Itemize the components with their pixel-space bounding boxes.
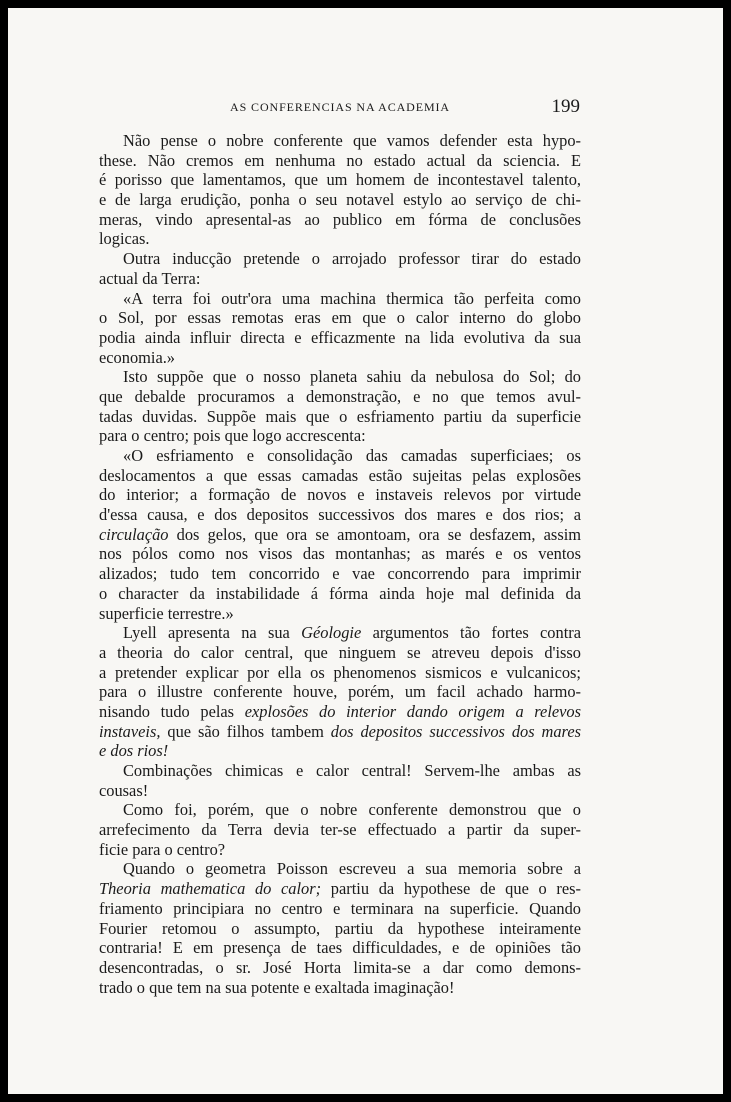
- page-number: 199: [551, 96, 580, 117]
- text-line: a theoria do calor central, que ninguem se atreveu depois d'isso: [99, 642, 581, 662]
- text-line: desencontradas, o sr. José Horta limita-se a dar como demons-: [99, 957, 581, 977]
- quote-line: «O esfriamento e consolidação das camadas superficiaes; os: [123, 446, 581, 465]
- quote-line: o character da instabilidade á fórma ainda hoje mal definida da: [99, 583, 581, 603]
- text-line: ficie para o centro?: [99, 839, 226, 859]
- quote-line: o Sol, por essas remotas eras em que o calor interno do globo: [99, 308, 581, 328]
- text-line: e dos rios!: [99, 741, 169, 761]
- text-line: instaveis, que são filhos tambem dos depositos successivos dos mares: [99, 721, 581, 741]
- text-line: Combinações chimicas e calor central! Servem-lhe ambas as: [123, 761, 581, 780]
- text-line: que debalde procuramos a demonstração, e no que temos avul-: [99, 386, 581, 406]
- text-line: Lyell apresenta na sua Géologie argumentos tão fortes contra: [123, 623, 581, 643]
- text-line: actual da Terra:: [99, 268, 201, 288]
- quote-line: circulação dos gelos, que ora se amontoam, ora se desfazem, assim: [99, 524, 581, 544]
- quote-line: economia.»: [99, 347, 176, 367]
- text-line: trado o que tem na sua potente e exaltada imaginação!: [99, 977, 455, 997]
- text-line: Não pense o nobre conferente que vamos defender esta hypo-: [123, 131, 581, 150]
- quote-line: deslocamentos a que essas camadas estão sujeitas pelas explosões: [99, 465, 581, 485]
- quote-line: nos pólos como nos visos das montanhas; as marés e os ventos: [99, 544, 581, 564]
- text-line: é porisso que lamentamos, que um homem de incontestavel talento,: [99, 170, 581, 190]
- text-line: these. Não cremos em nenhuma no estado actual da sciencia. E: [99, 150, 581, 170]
- text-line: para o illustre conferente houve, porém, um facil achado harmo-: [99, 682, 581, 702]
- quote-line: superficie terrestre.»: [99, 603, 234, 623]
- text-line: tadas duvidas. Suppõe mais que o esfriamento partiu da superficie: [99, 406, 581, 426]
- text-line: a pretender explicar por ella os phenomenos sismicos e vulcanicos;: [99, 662, 581, 682]
- text-line: Isto suppõe que o nosso planeta sahiu da nebulosa do Sol; do: [123, 367, 581, 387]
- book-page: [8, 8, 723, 1094]
- text-line: Como foi, porém, que o nobre conferente demonstrou que o: [123, 800, 581, 820]
- text-line: cousas!: [99, 780, 149, 800]
- text-line: Outra inducção pretende o arrojado professor tirar do estado: [123, 249, 581, 269]
- quote-line: do interior; a formação de novos e instaveis relevos por virtude: [99, 485, 581, 505]
- text-line: Fourier retomou o assumpto, partiu da hypothese inteiramente: [99, 918, 581, 938]
- quote-line: podia ainda influir directa e efficazmente na lida evolutiva da sua: [99, 327, 581, 347]
- text-line: contraria! E em presença de taes difficuldades, e de opiniões tão: [99, 938, 581, 958]
- text-line: Theoria mathematica do calor; partiu da hypothese de que o res-: [99, 879, 581, 899]
- text-line: logicas.: [99, 229, 150, 249]
- running-title: AS CONFERENCIAS NA ACADEMIA: [230, 100, 450, 114]
- text-line: meras, vindo apresental-as ao publico em fórma de conclusões: [99, 209, 581, 229]
- quote-line: d'essa causa, e dos depositos successivos dos mares e dos rios; a: [99, 505, 581, 525]
- body-text: [99, 131, 581, 997]
- page-header: [106, 96, 580, 118]
- text-line: friamento principiara no centro e terminara na superficie. Quando: [99, 898, 581, 918]
- text-line: para o centro; pois que logo accrescenta:: [99, 426, 366, 446]
- quote-line: «A terra foi outr'ora uma machina thermica tão perfeita como: [123, 288, 581, 308]
- text-line: e de larga erudição, ponha o seu notavel estylo ao serviço de chi-: [99, 190, 581, 210]
- text-line: arrefecimento da Terra devia ter-se effectuado a partir da super-: [99, 820, 581, 840]
- quote-line: alizados; tudo tem concorrido e vae concorrendo para imprimir: [99, 564, 581, 584]
- text-line: Quando o geometra Poisson escreveu a sua memoria sobre a: [123, 859, 581, 879]
- text-line: nisando tudo pelas explosões do interior dando origem a relevos: [99, 701, 581, 721]
